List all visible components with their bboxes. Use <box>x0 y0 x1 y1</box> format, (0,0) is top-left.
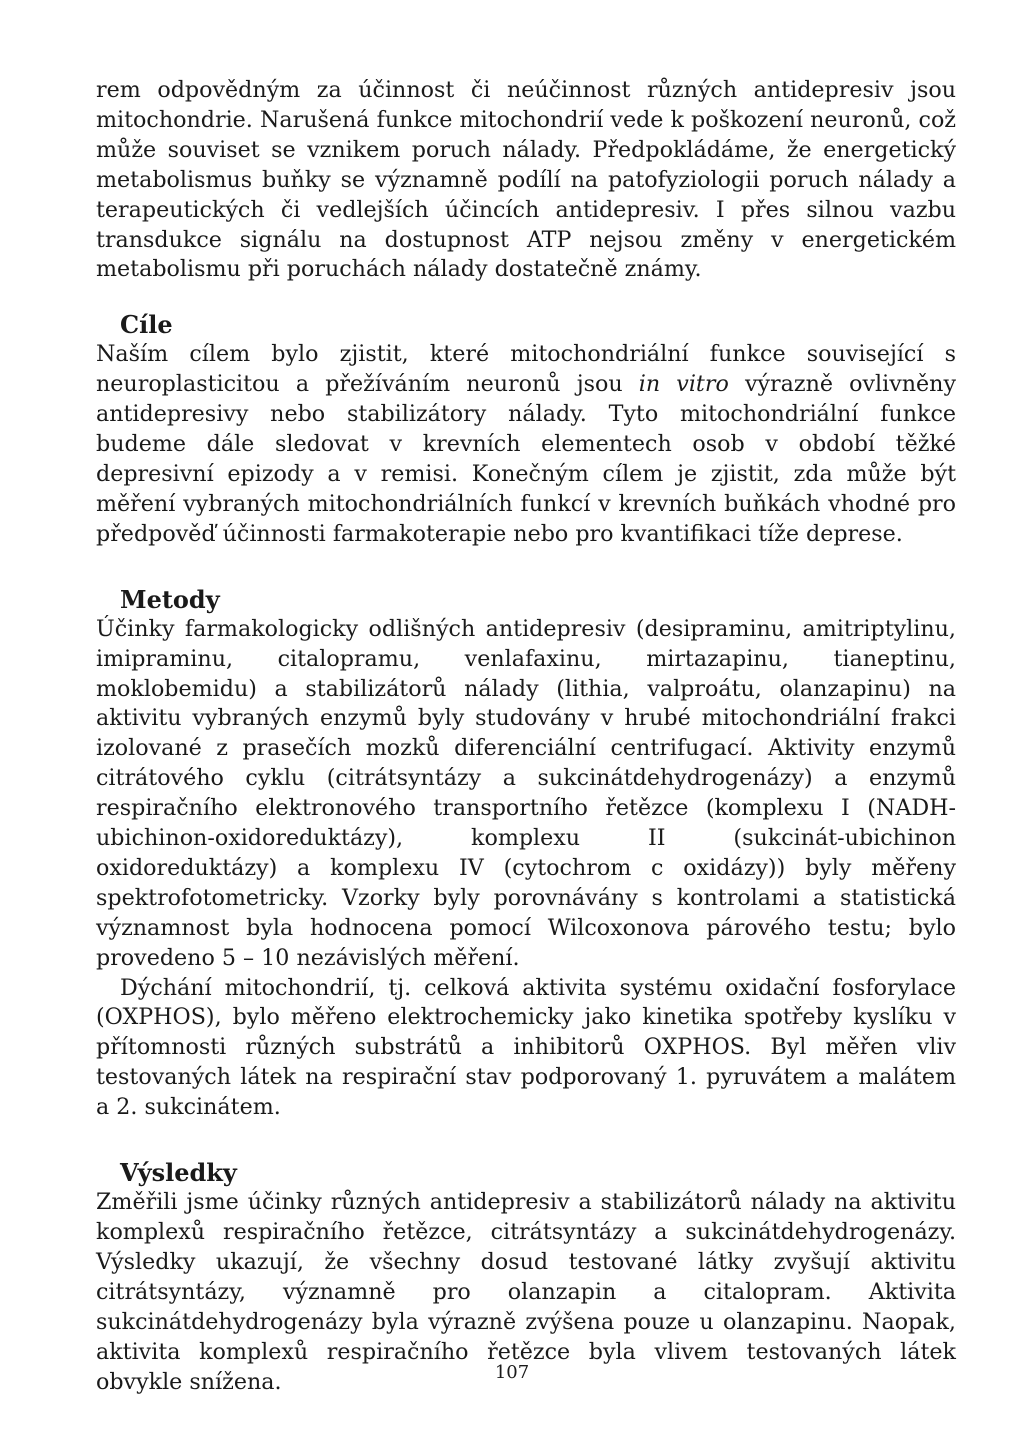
cile-paragraph <box>96 340 956 549</box>
page-number: 107 <box>494 1362 530 1383</box>
section-cile <box>96 309 956 549</box>
heading-metody: Metody <box>120 584 220 614</box>
metody-paragraph-1: Účinky farmakologicky odlišných antidepresiv (desipraminu, amitriptylinu, imipraminu, citalopramu, venlafaxinu, mirtazapinu, tianeptinu, moklobemidu) a stabilizátorů nálady (lithia, valproátu, olanzapinu) na aktivitu vybraných enzymů byly studovány v hrubé mitochondriální frakci izolované z prasečích mozků diferenciální centrifugací. Aktivity enzymů citrátového cyklu (citrátsyntázy a sukcinátdehydrogenázy) a enzymů respiračního elektronového transportního řetězce (komplexu I (NADH-ubichinon-oxidoreduktázy), komplexu II (sukcinát-ubichinon oxidoreduktázy) a komplexu IV (cytochrom c oxidázy)) byly měřeny spektrofotometricky. Vzorky byly porovnávány s kontrolami a statistická významnost byla hodnocena pomocí Wilcoxonova párového testu; bylo provedeno 5 – 10 nezávislých měření. <box>96 615 956 971</box>
cile-italic-term: in vitro <box>638 371 729 398</box>
heading-cile: Cíle <box>120 310 173 340</box>
section-metody <box>96 584 956 1123</box>
cile-text-end: výrazně ovlivněny antidepresivy nebo stabilizátory nálady. Tyto mitochondriální funkce budeme dále sledovat v krevních elementech osob v období těžké depresivní epizody a v remisi. Konečným cílem je zjistit, zda může být měření vybraných mitochondriálních funkcí v krevních buňkách vhodné pro předpověď účinnosti farmakoterapie nebo pro kvantifikaci tíže deprese. <box>96 371 957 547</box>
vysledky-paragraph: Změřili jsme účinky různých antidepresiv a stabilizátorů nálady na aktivitu komplexů respiračního řetězce, citrátsyntázy a sukcinátdehydrogenázy. Výsledky ukazují, že všechny dosud testované látky zvyšují aktivitu citrátsyntázy, významně pro olanzapin a citalopram. Aktivita sukcinátdehydrogenázy byla výrazně zvýšena pouze u olanzapinu. Naopak, aktivita komplexů respiračního řetězce byla vlivem testovaných látek obvykle snížena. <box>96 1189 956 1395</box>
cile-text-start: Naším cílem bylo zjistit, které mitochondriální funkce související s neuroplasticitou a přežíváním neuronů jsou <box>96 341 956 398</box>
heading-vysledky: Výsledky <box>120 1158 237 1188</box>
metody-paragraph-2: Dýchání mitochondrií, tj. celková aktivita systému oxidační fosforylace (OXPHOS), bylo měřeno elektrochemicky jako kinetika spotřeby kyslíku v přítomnosti různých substrátů a inhibitorů OXPHOS. Byl měřen vliv testovaných látek na respirační stav podporovaný 1. pyruvátem a malátem a 2. sukcinátem. <box>96 974 956 1121</box>
page-body <box>96 76 956 1397</box>
intro-paragraph: rem odpovědným za účinnost či neúčinnost různých antidepresiv jsou mitochondrie. Narušená funkce mitochondrií vede k poškození neuronů, což může souviset se vznikem poruch nálady. Předpokládáme, že energetický metabolismus buňky se významně podílí na patofyziologii poruch nálady a terapeutických či vedlejších účincích antidepresiv. I přes silnou vazbu transdukce signálu na dostupnost ATP nejsou změny v energetickém metabolismu při poruchách nálady dostatečně známy. <box>96 77 956 283</box>
